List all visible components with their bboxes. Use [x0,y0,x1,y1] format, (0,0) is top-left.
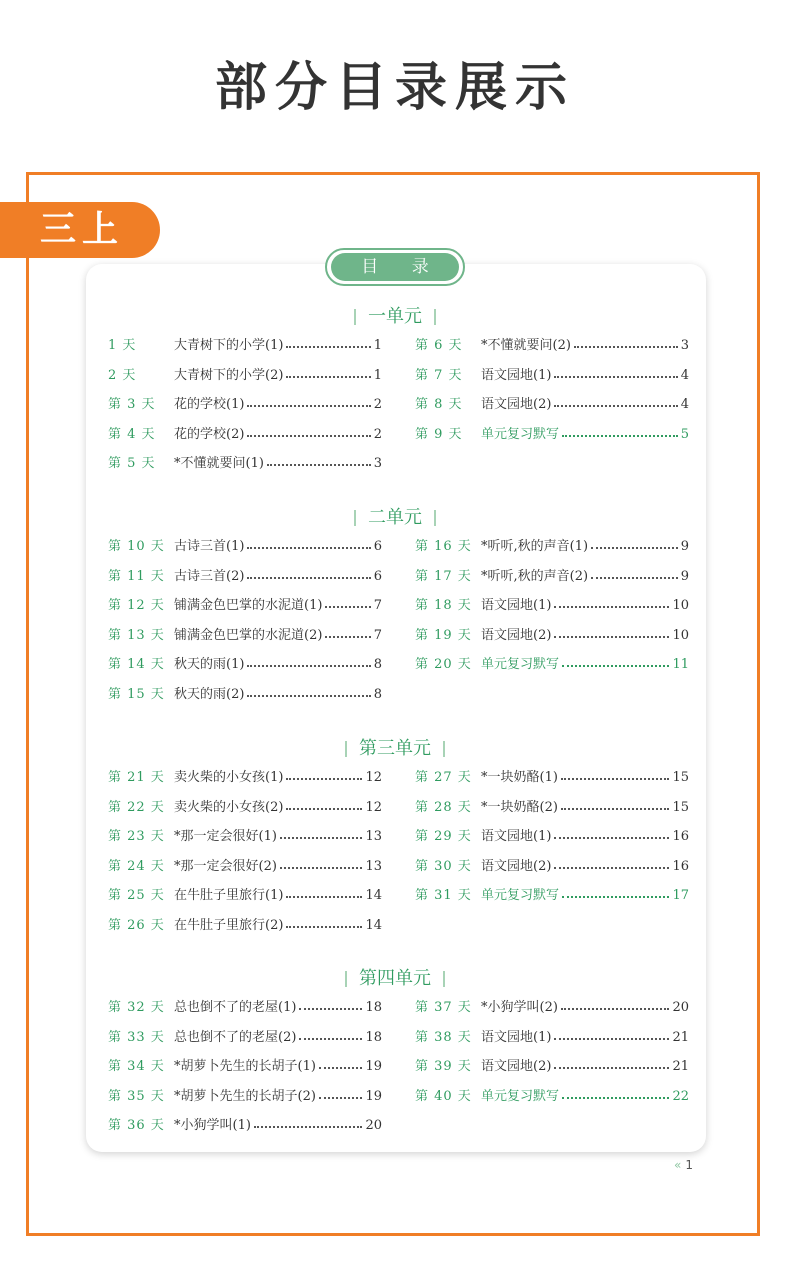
toc-entry[interactable] [108,453,382,475]
toc-entry[interactable] [108,365,382,387]
day-label: 第 24 天 [108,858,165,874]
lesson-title: *一块奶酪(2) [481,799,558,815]
page-ref: 16 [672,858,689,874]
page-ref: 9 [680,568,689,584]
lesson-title: *那一定会很好(2) [174,858,277,874]
dot-leader [562,424,678,437]
day-label: 第 6 天 [415,338,463,353]
dot-leader [286,797,362,810]
dot-leader [286,915,362,928]
toc-entry[interactable] [415,856,689,878]
dot-leader [325,595,370,608]
page-ref: 18 [365,1029,382,1045]
toc-entry[interactable] [108,1115,382,1137]
unit-heading [0,302,790,328]
page-ref: 1 [373,338,382,353]
dot-leader [247,684,370,697]
dot-leader [554,856,669,869]
toc-entry[interactable] [108,1086,382,1108]
lesson-title: 语文园地(1) [481,367,552,383]
toc-entry[interactable] [415,1086,689,1108]
page-ref: 7 [373,598,382,614]
lesson-title: 单元复习默写 [481,426,560,442]
dot-leader [319,1086,363,1099]
page-ref: 3 [373,456,382,472]
page-ref: 14 [365,918,382,933]
lesson-title: *一块奶酪(1) [481,770,558,785]
day-label: 第 23 天 [108,829,165,845]
toc-entry[interactable] [108,335,382,357]
dot-leader [561,767,670,780]
page-ref: 5 [680,426,689,442]
lesson-title: 语文园地(2) [481,627,552,643]
page-ref: 19 [365,1059,382,1075]
toc-entry[interactable] [108,566,382,588]
dot-leader [247,654,370,667]
dot-leader [286,365,370,378]
lesson-title: 古诗三首(2) [174,568,245,584]
toc-entry[interactable] [108,826,382,848]
toc-entry[interactable] [108,997,382,1019]
dot-leader [247,566,370,579]
dot-leader [561,797,670,810]
dot-leader [247,424,370,437]
toc-heading: 目 录 [331,253,459,281]
lesson-title: 总也倒不了的老屋(2) [174,1029,297,1045]
page-number-value: 1 [685,1158,693,1172]
lesson-title: *胡萝卜先生的长胡子(1) [174,1059,316,1075]
toc-entry[interactable] [108,1027,382,1049]
toc-entry[interactable] [415,1056,689,1078]
dot-leader [286,767,362,780]
lesson-title: *听听,秋的声音(1) [481,539,589,554]
page-ref: 12 [365,770,382,785]
day-label: 第 10 天 [108,539,165,554]
day-label: 第 18 天 [415,598,472,614]
page-ref: 18 [365,1000,382,1015]
dot-leader [319,1056,363,1069]
day-label: 第 33 天 [108,1029,165,1045]
unit-divider [434,510,436,526]
page-ref: 15 [672,770,689,785]
dot-leader [267,453,371,466]
page-ref: 9 [680,539,689,554]
dot-leader [299,997,362,1010]
lesson-title: 总也倒不了的老屋(1) [174,1000,297,1015]
toc-entry[interactable] [415,365,689,387]
unit-divider [434,309,436,325]
lesson-title: 单元复习默写 [481,657,560,673]
toc-entry[interactable] [415,797,689,819]
toc-entry[interactable] [415,335,689,357]
dot-leader [554,1056,669,1069]
day-label: 2 天 [108,367,137,383]
day-label: 1 天 [108,338,137,353]
page-ref: 15 [672,799,689,815]
lesson-title: 花的学校(1) [174,397,245,413]
day-label: 第 34 天 [108,1059,165,1075]
toc-entry[interactable] [108,767,382,789]
day-label: 第 9 天 [415,426,463,442]
page-ref: 17 [672,888,689,904]
lesson-title: 花的学校(2) [174,426,245,442]
toc-entry[interactable] [415,595,689,617]
unit-title: 一单元 [368,306,422,327]
day-label: 第 31 天 [415,888,472,904]
page-ref: 6 [373,539,382,554]
day-label: 第 30 天 [415,858,472,874]
dot-leader [254,1115,363,1128]
page-ref: 11 [672,657,689,673]
page-ref: 2 [373,426,382,442]
toc-entry[interactable] [108,856,382,878]
day-label: 第 15 天 [108,687,165,702]
day-label: 第 27 天 [415,770,472,785]
dot-leader [554,625,669,638]
day-label: 第 25 天 [108,888,165,904]
page-title: 部分目录展示 [214,58,575,118]
toc-entry[interactable] [415,566,689,588]
lesson-title: 语文园地(2) [481,1059,552,1075]
page-ref: 22 [672,1088,689,1104]
dot-leader [562,654,669,667]
toc-entry[interactable] [108,536,382,558]
page-ref: 10 [672,627,689,643]
day-label: 第 29 天 [415,829,472,845]
lesson-title: 单元复习默写 [481,888,560,904]
lesson-title: 秋天的雨(2) [174,687,245,702]
toc-entry[interactable] [415,625,689,647]
page-ref: 12 [365,799,382,815]
page-ref: 3 [680,338,689,353]
toc-entry[interactable] [108,885,382,907]
toc-entry[interactable] [108,625,382,647]
day-label: 第 35 天 [108,1088,165,1104]
lesson-title: 语文园地(2) [481,858,552,874]
day-label: 第 8 天 [415,397,463,413]
lesson-title: 秋天的雨(1) [174,657,245,673]
unit-divider [345,741,347,757]
unit-title: 第四单元 [359,968,431,989]
toc-entry[interactable] [108,684,382,706]
unit-title: 第三单元 [359,738,431,759]
dot-leader [280,856,363,869]
unit-divider [354,309,356,325]
page-ref: 4 [680,397,689,413]
lesson-title: 卖火柴的小女孩(1) [174,770,284,785]
page-ref: 16 [672,829,689,845]
page-ref: 13 [365,829,382,845]
day-label: 第 12 天 [108,598,165,614]
lesson-title: 铺满金色巴掌的水泥道(1) [174,598,323,614]
day-label: 第 4 天 [108,426,156,442]
day-label: 第 16 天 [415,539,472,554]
day-label: 第 40 天 [415,1088,472,1104]
page-ref: 10 [672,598,689,614]
lesson-title: 大青树下的小学(1) [174,338,284,353]
dot-leader [574,335,678,348]
toc-entry[interactable] [415,767,689,789]
lesson-title: *小狗学叫(2) [481,1000,558,1015]
toc-entry[interactable] [415,997,689,1019]
page-ref: 1 [373,367,382,383]
dot-leader [286,885,362,898]
dot-leader [299,1027,362,1040]
dot-leader [562,885,669,898]
toc-entry[interactable] [108,595,382,617]
lesson-title: 语文园地(1) [481,829,552,845]
day-label: 第 21 天 [108,770,165,785]
lesson-title: 大青树下的小学(2) [174,367,284,383]
toc-entry[interactable] [415,394,689,416]
lesson-title: *小狗学叫(1) [174,1118,251,1134]
dot-leader [280,826,363,839]
lesson-title: 卖火柴的小女孩(2) [174,799,284,815]
double-chevron-left-icon: « [674,1158,682,1172]
page-ref: 8 [373,657,382,673]
toc-entry[interactable] [108,797,382,819]
lesson-title: 古诗三首(1) [174,539,245,554]
dot-leader [561,997,670,1010]
lesson-title: *不懂就要问(2) [481,338,571,353]
lesson-title: 语文园地(1) [481,1029,552,1045]
page-ref: 6 [373,568,382,584]
toc-entry[interactable] [415,885,689,907]
dot-leader [554,595,669,608]
page-ref: 14 [365,888,382,904]
dot-leader [554,365,677,378]
lesson-title: 语文园地(1) [481,598,552,614]
unit-title: 二单元 [368,507,422,528]
toc-entry[interactable] [415,654,689,676]
day-label: 第 37 天 [415,1000,472,1015]
page-ref: 4 [680,367,689,383]
unit-divider [345,971,347,987]
toc-entry[interactable] [108,424,382,446]
page-ref: 19 [365,1088,382,1104]
lesson-title: 在牛肚子里旅行(1) [174,888,284,904]
lesson-title: *不懂就要问(1) [174,456,264,472]
toc-entry[interactable] [108,1056,382,1078]
unit-heading [0,964,790,990]
day-label: 第 38 天 [415,1029,472,1045]
day-label: 第 17 天 [415,568,472,584]
dot-leader [591,536,678,549]
day-label: 第 14 天 [108,657,165,673]
day-label: 第 28 天 [415,799,472,815]
page-ref: 8 [373,687,382,702]
day-label: 第 26 天 [108,918,165,933]
day-label: 第 36 天 [108,1118,165,1134]
dot-leader [562,1086,669,1099]
page-number [674,1158,693,1172]
dot-leader [554,826,669,839]
day-label: 第 5 天 [108,456,156,472]
day-label: 第 32 天 [108,1000,165,1015]
lesson-title: 在牛肚子里旅行(2) [174,918,284,933]
page-ref: 13 [365,858,382,874]
dot-leader [554,394,677,407]
lesson-title: *听听,秋的声音(2) [481,568,589,584]
lesson-title: *那一定会很好(1) [174,829,277,845]
grade-tab: 三上 [0,202,160,258]
day-label: 第 22 天 [108,799,165,815]
day-label: 第 20 天 [415,657,472,673]
unit-heading [0,503,790,529]
page-ref: 20 [365,1118,382,1134]
toc-entry[interactable] [108,915,382,937]
page-ref: 7 [373,627,382,643]
page-ref: 21 [672,1059,689,1075]
dot-leader [286,335,370,348]
unit-divider [443,741,445,757]
day-label: 第 39 天 [415,1059,472,1075]
toc-entry[interactable] [108,394,382,416]
toc-entry[interactable] [415,1027,689,1049]
lesson-title: 单元复习默写 [481,1088,560,1104]
unit-heading [0,734,790,760]
lesson-title: 铺满金色巴掌的水泥道(2) [174,627,323,643]
dot-leader [247,536,370,549]
day-label: 第 3 天 [108,397,156,413]
lesson-title: *胡萝卜先生的长胡子(2) [174,1088,316,1104]
page-ref: 20 [672,1000,689,1015]
unit-divider [443,971,445,987]
day-label: 第 11 天 [108,568,165,584]
day-label: 第 7 天 [415,367,463,383]
dot-leader [591,566,678,579]
dot-leader [554,1027,669,1040]
toc-entry[interactable] [415,826,689,848]
day-label: 第 13 天 [108,627,165,643]
lesson-title: 语文园地(2) [481,397,552,413]
dot-leader [247,394,370,407]
dot-leader [325,625,370,638]
page-ref: 21 [672,1029,689,1045]
day-label: 第 19 天 [415,627,472,643]
toc-entry[interactable] [415,536,689,558]
toc-entry[interactable] [108,654,382,676]
toc-entry[interactable] [415,424,689,446]
page-ref: 2 [373,397,382,413]
unit-divider [354,510,356,526]
